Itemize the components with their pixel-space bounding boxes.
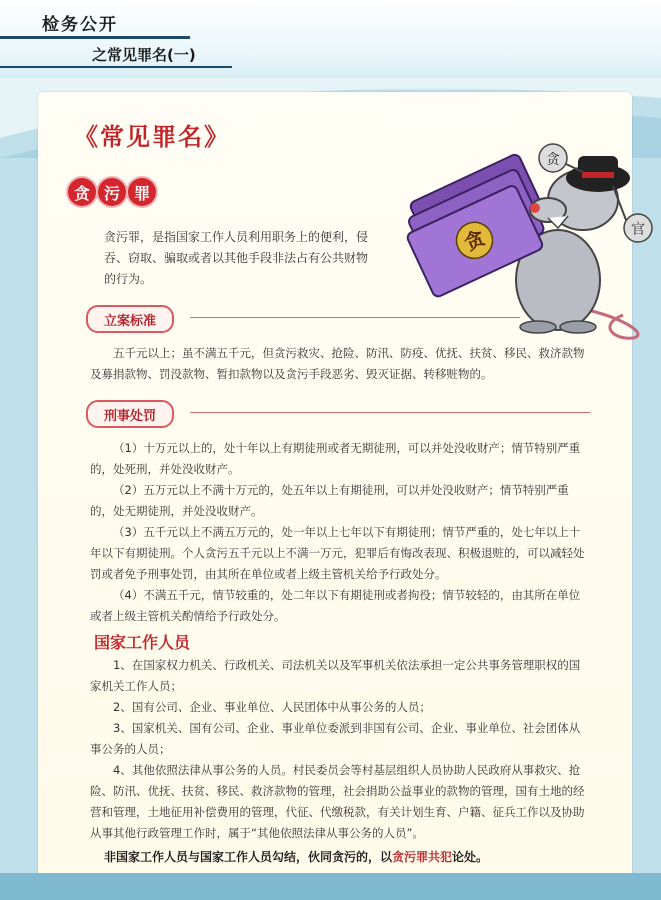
state-personnel-list: [90, 655, 590, 844]
penalty-item: （4）不满五千元，情节较重的，处二年以下有期徒刑或者拘役；情节较轻的，由其所在单位或者上级主管机关酌情给予行政处分。: [90, 588, 581, 623]
section-divider: [190, 317, 520, 318]
personnel-item: 1、在国家权力机关、行政机关、司法机关以及军事机关依法承担一定公共事务管理职权的国家机关工作人员；: [90, 658, 581, 693]
filing-standard-label: 立案标准: [104, 313, 157, 329]
hat-wing-char: 贪: [546, 152, 560, 168]
section-divider: [190, 412, 590, 413]
hat-wing-char: 官: [631, 222, 645, 238]
penalty-item: （1）十万元以上的，处十年以上有期徒刑或者无期徒刑，可以并处没收财产；情节特别严重的，处死刑，并处没收财产。: [90, 441, 581, 476]
crime-char-badge: 罪: [128, 178, 156, 206]
personnel-item: 4、其他依照法律从事公务的人员。村民委员会等村基层组织人员协助人民政府从事救灾、抢险、防汛、优抚、扶贫、移民、救济款物的管理，社会捐助公益事业的款物的管理，国有土地的经营和管理，土地征用补偿费用的管理，代征、代缴税款，有关计划生育、户籍、征兵工作以及协助从事其他行政管理工作时，属于“其他依照法律从事公务的人员”。: [90, 763, 585, 840]
money-stack-char: 贪: [460, 225, 489, 256]
penalty-item: （3）五千元以上不满五万元的，处一年以上七年以下有期徒刑；情节严重的，处七年以上十年以下有期徒刑。个人贪污五千元以上不满一万元，犯罪后有悔改表现、积极退赃的，可以减轻处罚或者免予刑事处罚，由其所在单位或者上级主管机关给予行政处分。: [90, 525, 585, 581]
crime-name-badges: [68, 178, 156, 206]
filing-standard-tag: [86, 305, 174, 333]
header-title: 检务公开: [42, 15, 118, 35]
footer-band: [0, 873, 661, 900]
crime-char-badge: 污: [98, 178, 126, 206]
crime-char-badge: 贪: [68, 178, 96, 206]
footer-highlight: 贪污罪共犯: [392, 850, 453, 864]
personnel-item: 3、国家机关、国有公司、企业、事业单位委派到非国有公司、企业、事业单位、社会团体从事公务的人员；: [90, 721, 581, 756]
penalty-list: [90, 438, 590, 627]
state-personnel-title: 国家工作人员: [94, 633, 191, 652]
penalty-item: （2）五万元以上不满十万元的，处五年以上有期徒刑，可以并处没收财产；情节特别严重的，处无期徒刑，并处没收财产。: [90, 483, 569, 518]
footer-suffix: 论处。: [452, 850, 489, 864]
penalty-label: 刑事处罚: [104, 408, 157, 424]
filing-standard-text: 五千元以上；虽不满五千元，但贪污救灾、抢险、防汛、防疫、优抚、扶贫、移民、救济款物及募捐款物、罚没款物、暂扣款物以及贪污手段恶劣、毁灭证据、转移赃物的。: [90, 346, 585, 381]
header-divider-lower: [0, 66, 232, 68]
footer-prefix: 非国家工作人员与国家工作人员勾结，伙同贪污的，以: [104, 850, 393, 864]
page-title: 《常见罪名》: [74, 122, 230, 151]
crime-definition: 贪污罪，是指国家工作人员利用职务上的便利，侵吞、窃取、骗取或者以其他手段非法占有公共财物的行为。: [104, 230, 369, 286]
penalty-tag: [86, 400, 174, 428]
personnel-item: 2、国有公司、企业、事业单位、人民团体中从事公务的人员；: [113, 700, 431, 714]
footer-note: [104, 848, 488, 865]
rat-official-cartoon: [398, 120, 658, 340]
header-subtitle: 之常见罪名(一): [92, 46, 196, 64]
header-divider: [0, 36, 190, 39]
